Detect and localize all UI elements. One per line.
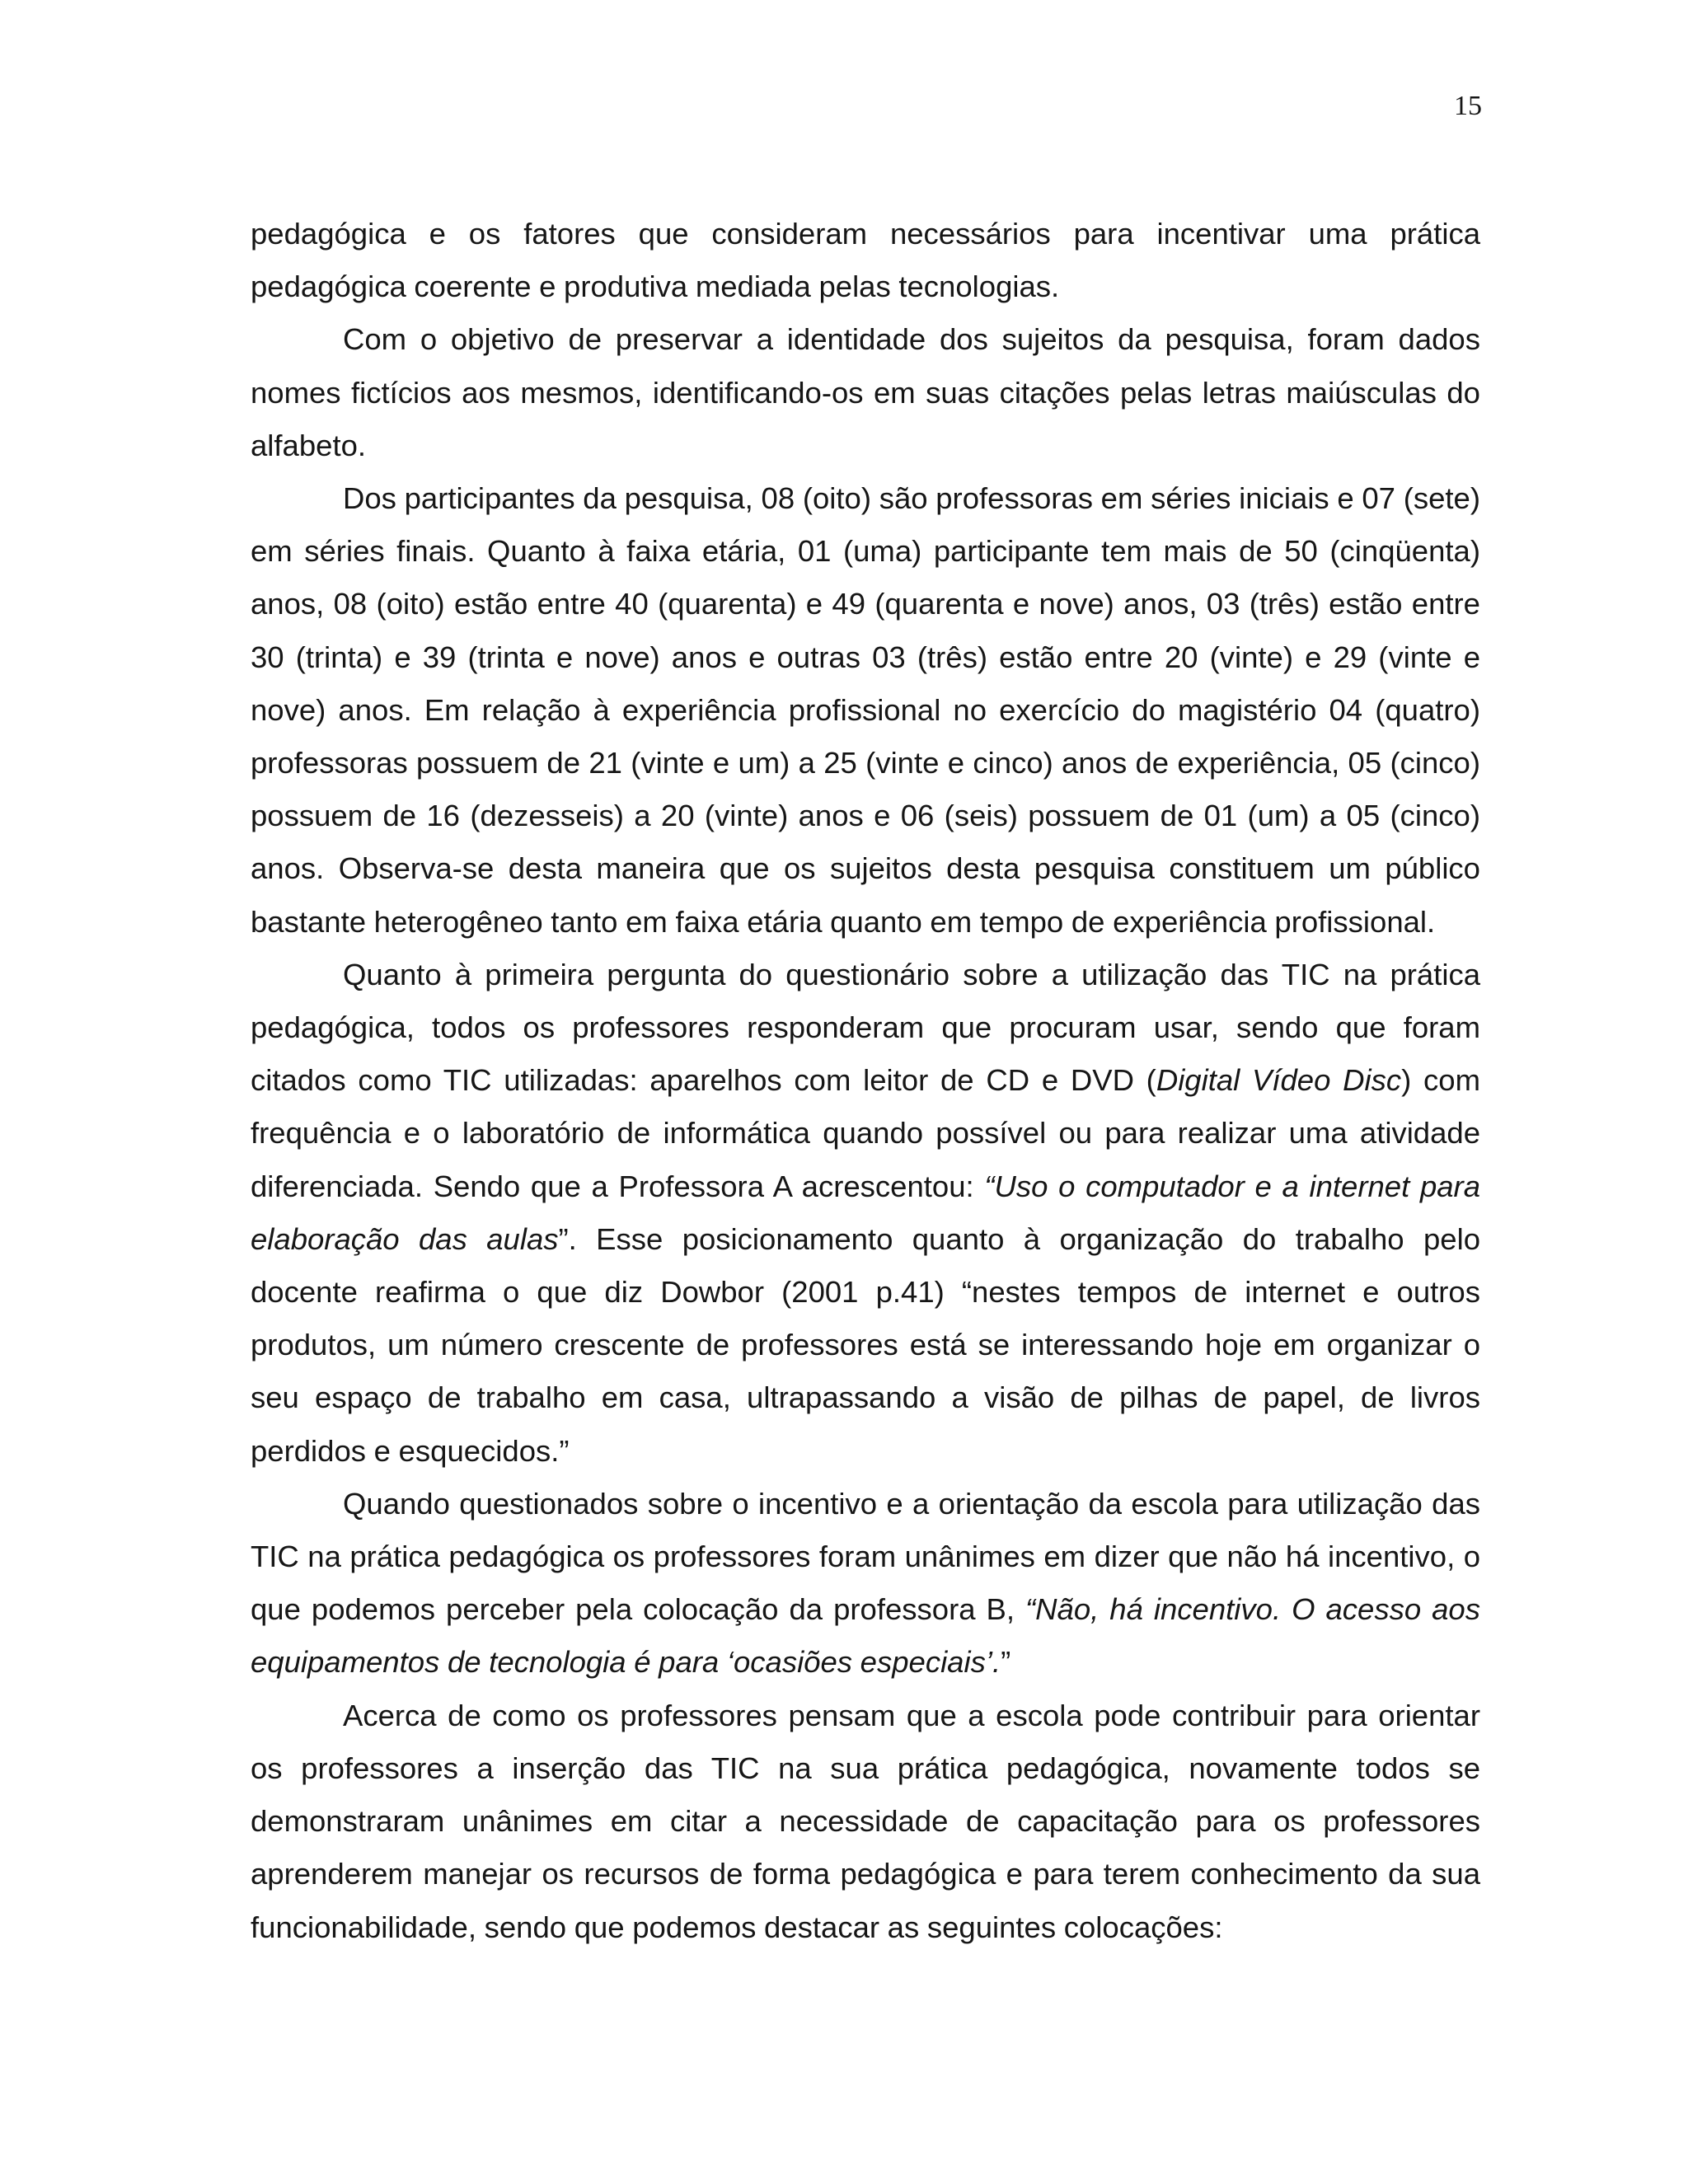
text-segment: pedagógica e os fatores que consideram necessários para incentivar uma prática pedagógica coerente e produtiva mediada pelas tecnologias. — [251, 217, 1480, 304]
document-body — [251, 208, 1480, 1954]
paragraph-participants — [251, 472, 1480, 949]
paragraph-training — [251, 1690, 1480, 1954]
text-segment: Quanto à primeira pergunta do questionário sobre a utilização das TIC na prática pedagógica, todos os professores responderam que procuram usar, sendo que foram citados como TIC utilizadas: aparelhos com leitor de CD e DVD ( — [251, 957, 1480, 1098]
paragraph-identity — [251, 313, 1480, 472]
page-number: 15 — [1454, 91, 1482, 121]
text-segment: Acerca de como os professores pensam que a escola pode contribuir para orientar os professores a inserção das TIC na sua prática pedagógica, novamente todos se demonstraram unânimes em citar a necessidade de capacitação para os professores aprenderem manejar os recursos de forma pedagógica e para terem conhecimento da sua funcionabilidade, sendo que podemos destacar as seguintes colocações: — [251, 1698, 1480, 1944]
paragraph-incentive — [251, 1478, 1480, 1690]
italic-term: Digital Vídeo Disc — [1156, 1063, 1402, 1098]
text-segment: Com o objetivo de preservar a identidade dos sujeitos da pesquisa, foram dados nomes fictícios aos mesmos, identificando-os em suas citações pelas letras maiúsculas do alfabeto. — [251, 322, 1480, 462]
text-segment: Dos participantes da pesquisa, 08 (oito) são professoras em séries iniciais e 07 (sete) em séries finais. Quanto à faixa etária, 01 (uma) participante tem mais de 50 (cinqüenta) anos, 08 (oito) estão entre 40 (quarenta) e 49 (quarenta e nove) anos, 03 (três) estão entre 30 (trinta) e 39 (trinta e nove) anos e outras 03 (três) estão entre 20 (vinte) e 29 (vinte e nove) anos. Em relação à experiência profissional no exercício do magistério 04 (quatro) professoras possuem de 21 (vinte e um) a 25 (vinte e cinco) anos de experiência, 05 (cinco) possuem de 16 (dezesseis) a 20 (vinte) anos e 06 (seis) possuem de 01 (um) a 05 (cinco) anos. Observa-se desta maneira que os sujeitos desta pesquisa constituem um público bastante heterogêneo tanto em faixa etária quanto em tempo de experiência profissional. — [251, 481, 1480, 939]
italic-quote: “Não, há incentivo. O acesso aos equipamentos de tecnologia é para ‘ocasiões especiais’. — [251, 1592, 1480, 1680]
paragraph-tic-usage — [251, 949, 1480, 1478]
text-segment: ”. Esse posicionamento quanto à organização do trabalho pelo docente reafirma o que diz Dowbor (2001 p.41) “nestes tempos de internet e outros produtos, um número crescente de professores está se interessando hoje em organizar o seu espaço de trabalho em casa, ultrapassando a visão de pilhas de papel, de livros perdidos e esquecidos.” — [251, 1221, 1480, 1468]
text-segment: ) com frequência e o laboratório de informática quando possível ou para realizar uma atividade diferenciada. Sendo que a Professora A acrescentou: — [251, 1063, 1481, 1203]
paragraph-continuation — [251, 208, 1480, 313]
italic-quote: “Uso o computador e a internet para elaboração das aulas — [251, 1169, 1480, 1256]
text-segment: ” — [1001, 1645, 1011, 1680]
text-segment: Quando questionados sobre o incentivo e a orientação da escola para utilização das TIC na prática pedagógica os professores foram unânimes em dizer que não há incentivo, o que podemos perceber pela colocação da professora B, — [251, 1486, 1480, 1627]
